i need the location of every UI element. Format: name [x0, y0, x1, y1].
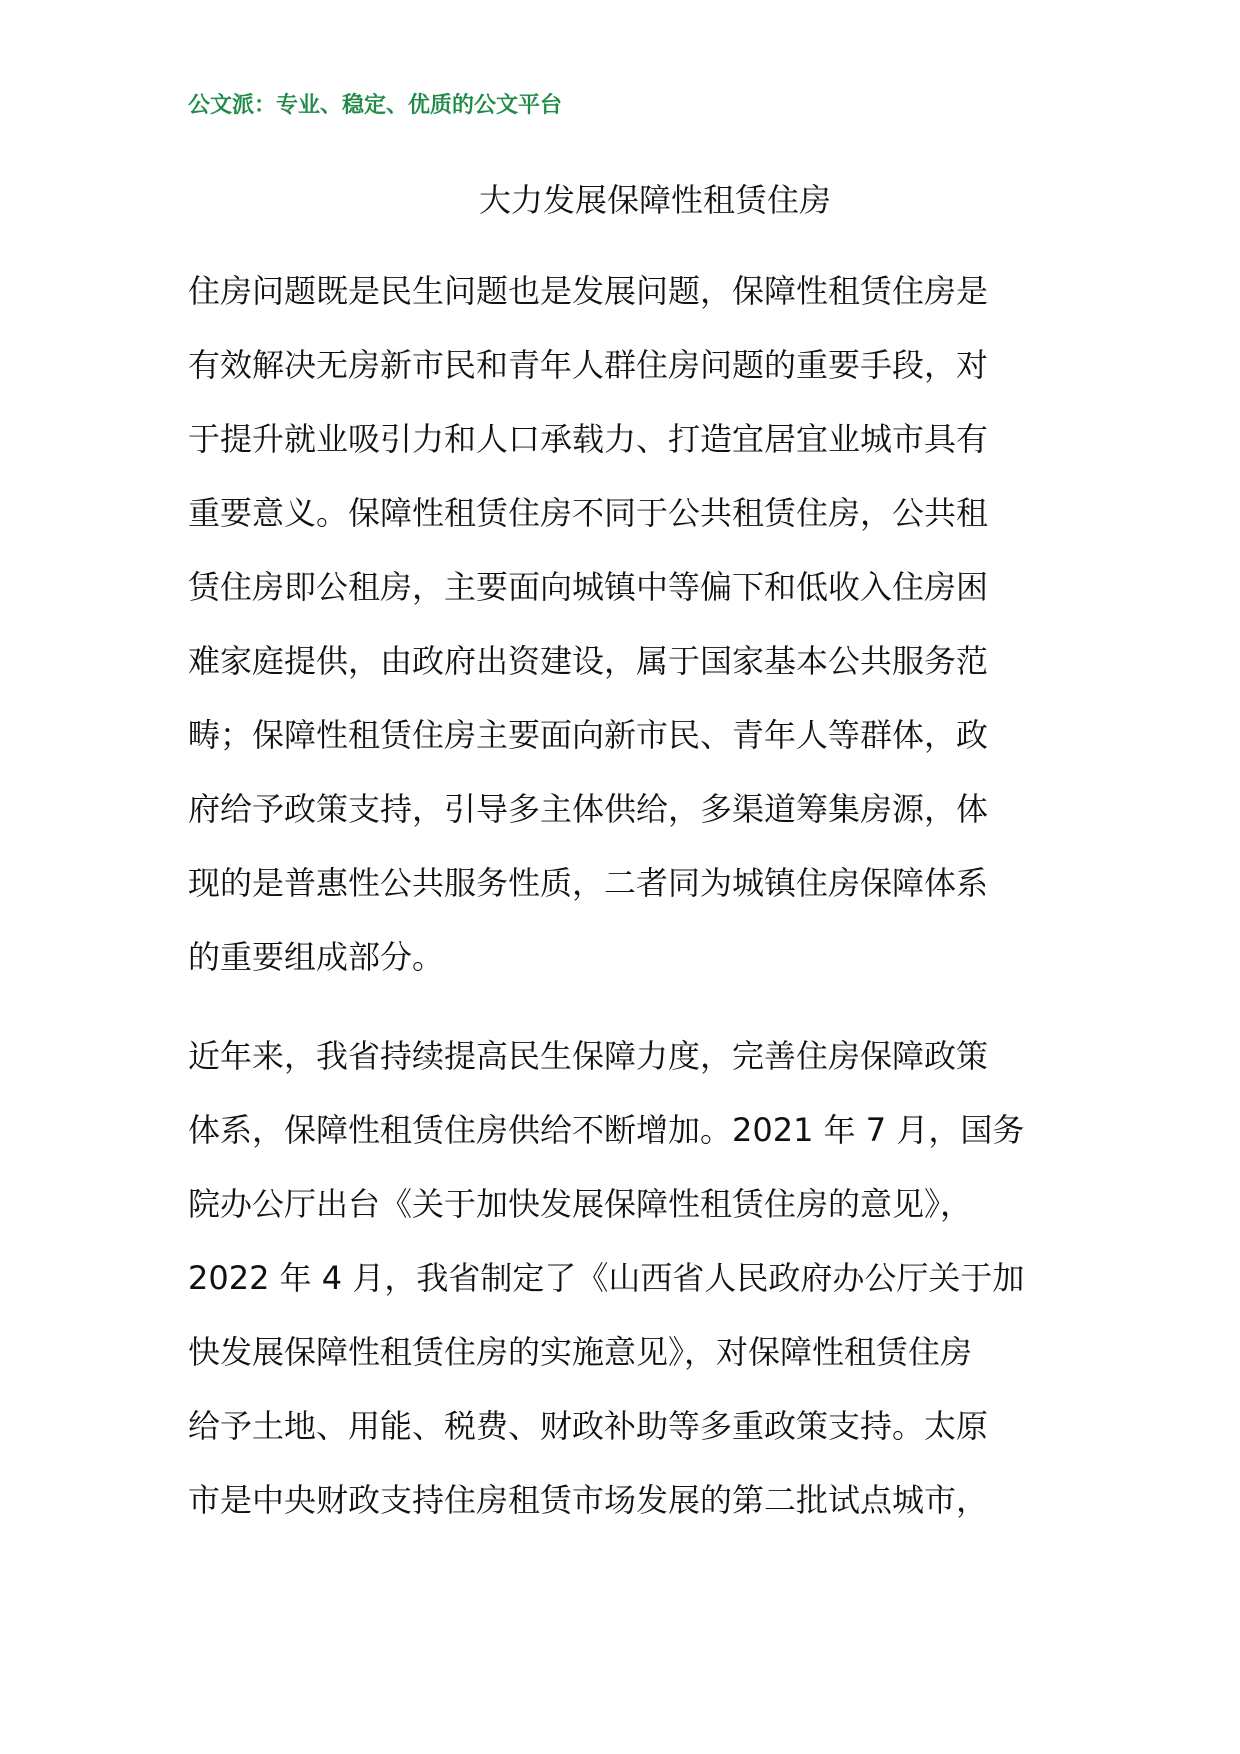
paragraph-2: [188, 1019, 1068, 1537]
paragraph-line: 快发展保障性租赁住房的实施意见》，对保障性租赁住房: [188, 1333, 973, 1371]
paragraph-line: 府给予政策支持，引导多主体供给，多渠道筹集房源，体: [188, 790, 989, 828]
paragraph-line: 给予土地、用能、税费、财政补助等多重政策支持。太原: [188, 1407, 989, 1445]
paragraph-1: [188, 254, 1068, 994]
paragraph-line: 住房问题既是民生问题也是发展问题，保障性租赁住房是: [188, 272, 989, 310]
paragraph-line: 的重要组成部分。: [188, 938, 445, 976]
site-header-slogan: 公文派：专业、稳定、优质的公文平台: [188, 93, 563, 118]
paragraph-line: 近年来，我省持续提高民生保障力度，完善住房保障政策: [188, 1037, 989, 1075]
paragraph-line: 于提升就业吸引力和人口承载力、打造宜居宜业城市具有: [188, 420, 989, 458]
paragraph-line: 2022 年 4 月，我省制定了《山西省人民政府办公厅关于加: [188, 1259, 1025, 1297]
paragraph-line: 重要意义。保障性租赁住房不同于公共租赁住房，公共租: [188, 494, 989, 532]
paragraph-line: 市是中央财政支持住房租赁市场发展的第二批试点城市，: [188, 1481, 989, 1519]
paragraph-line: 有效解决无房新市民和青年人群住房问题的重要手段，对: [188, 346, 989, 384]
paragraph-line: 现的是普惠性公共服务性质，二者同为城镇住房保障体系: [188, 864, 989, 902]
paragraph-line: 赁住房即公租房，主要面向城镇中等偏下和低收入住房困: [188, 568, 989, 606]
paragraph-line: 畴；保障性租赁住房主要面向新市民、青年人等群体，政: [188, 716, 989, 754]
paragraph-line: 院办公厅出台《关于加快发展保障性租赁住房的意见》，: [188, 1185, 973, 1223]
paragraph-line: 难家庭提供，由政府出资建设，属于国家基本公共服务范: [188, 642, 989, 680]
paragraph-line: 体系，保障性租赁住房供给不断增加。2021 年 7 月，国务: [188, 1111, 1025, 1149]
document-title: 大力发展保障性租赁住房: [478, 181, 831, 219]
